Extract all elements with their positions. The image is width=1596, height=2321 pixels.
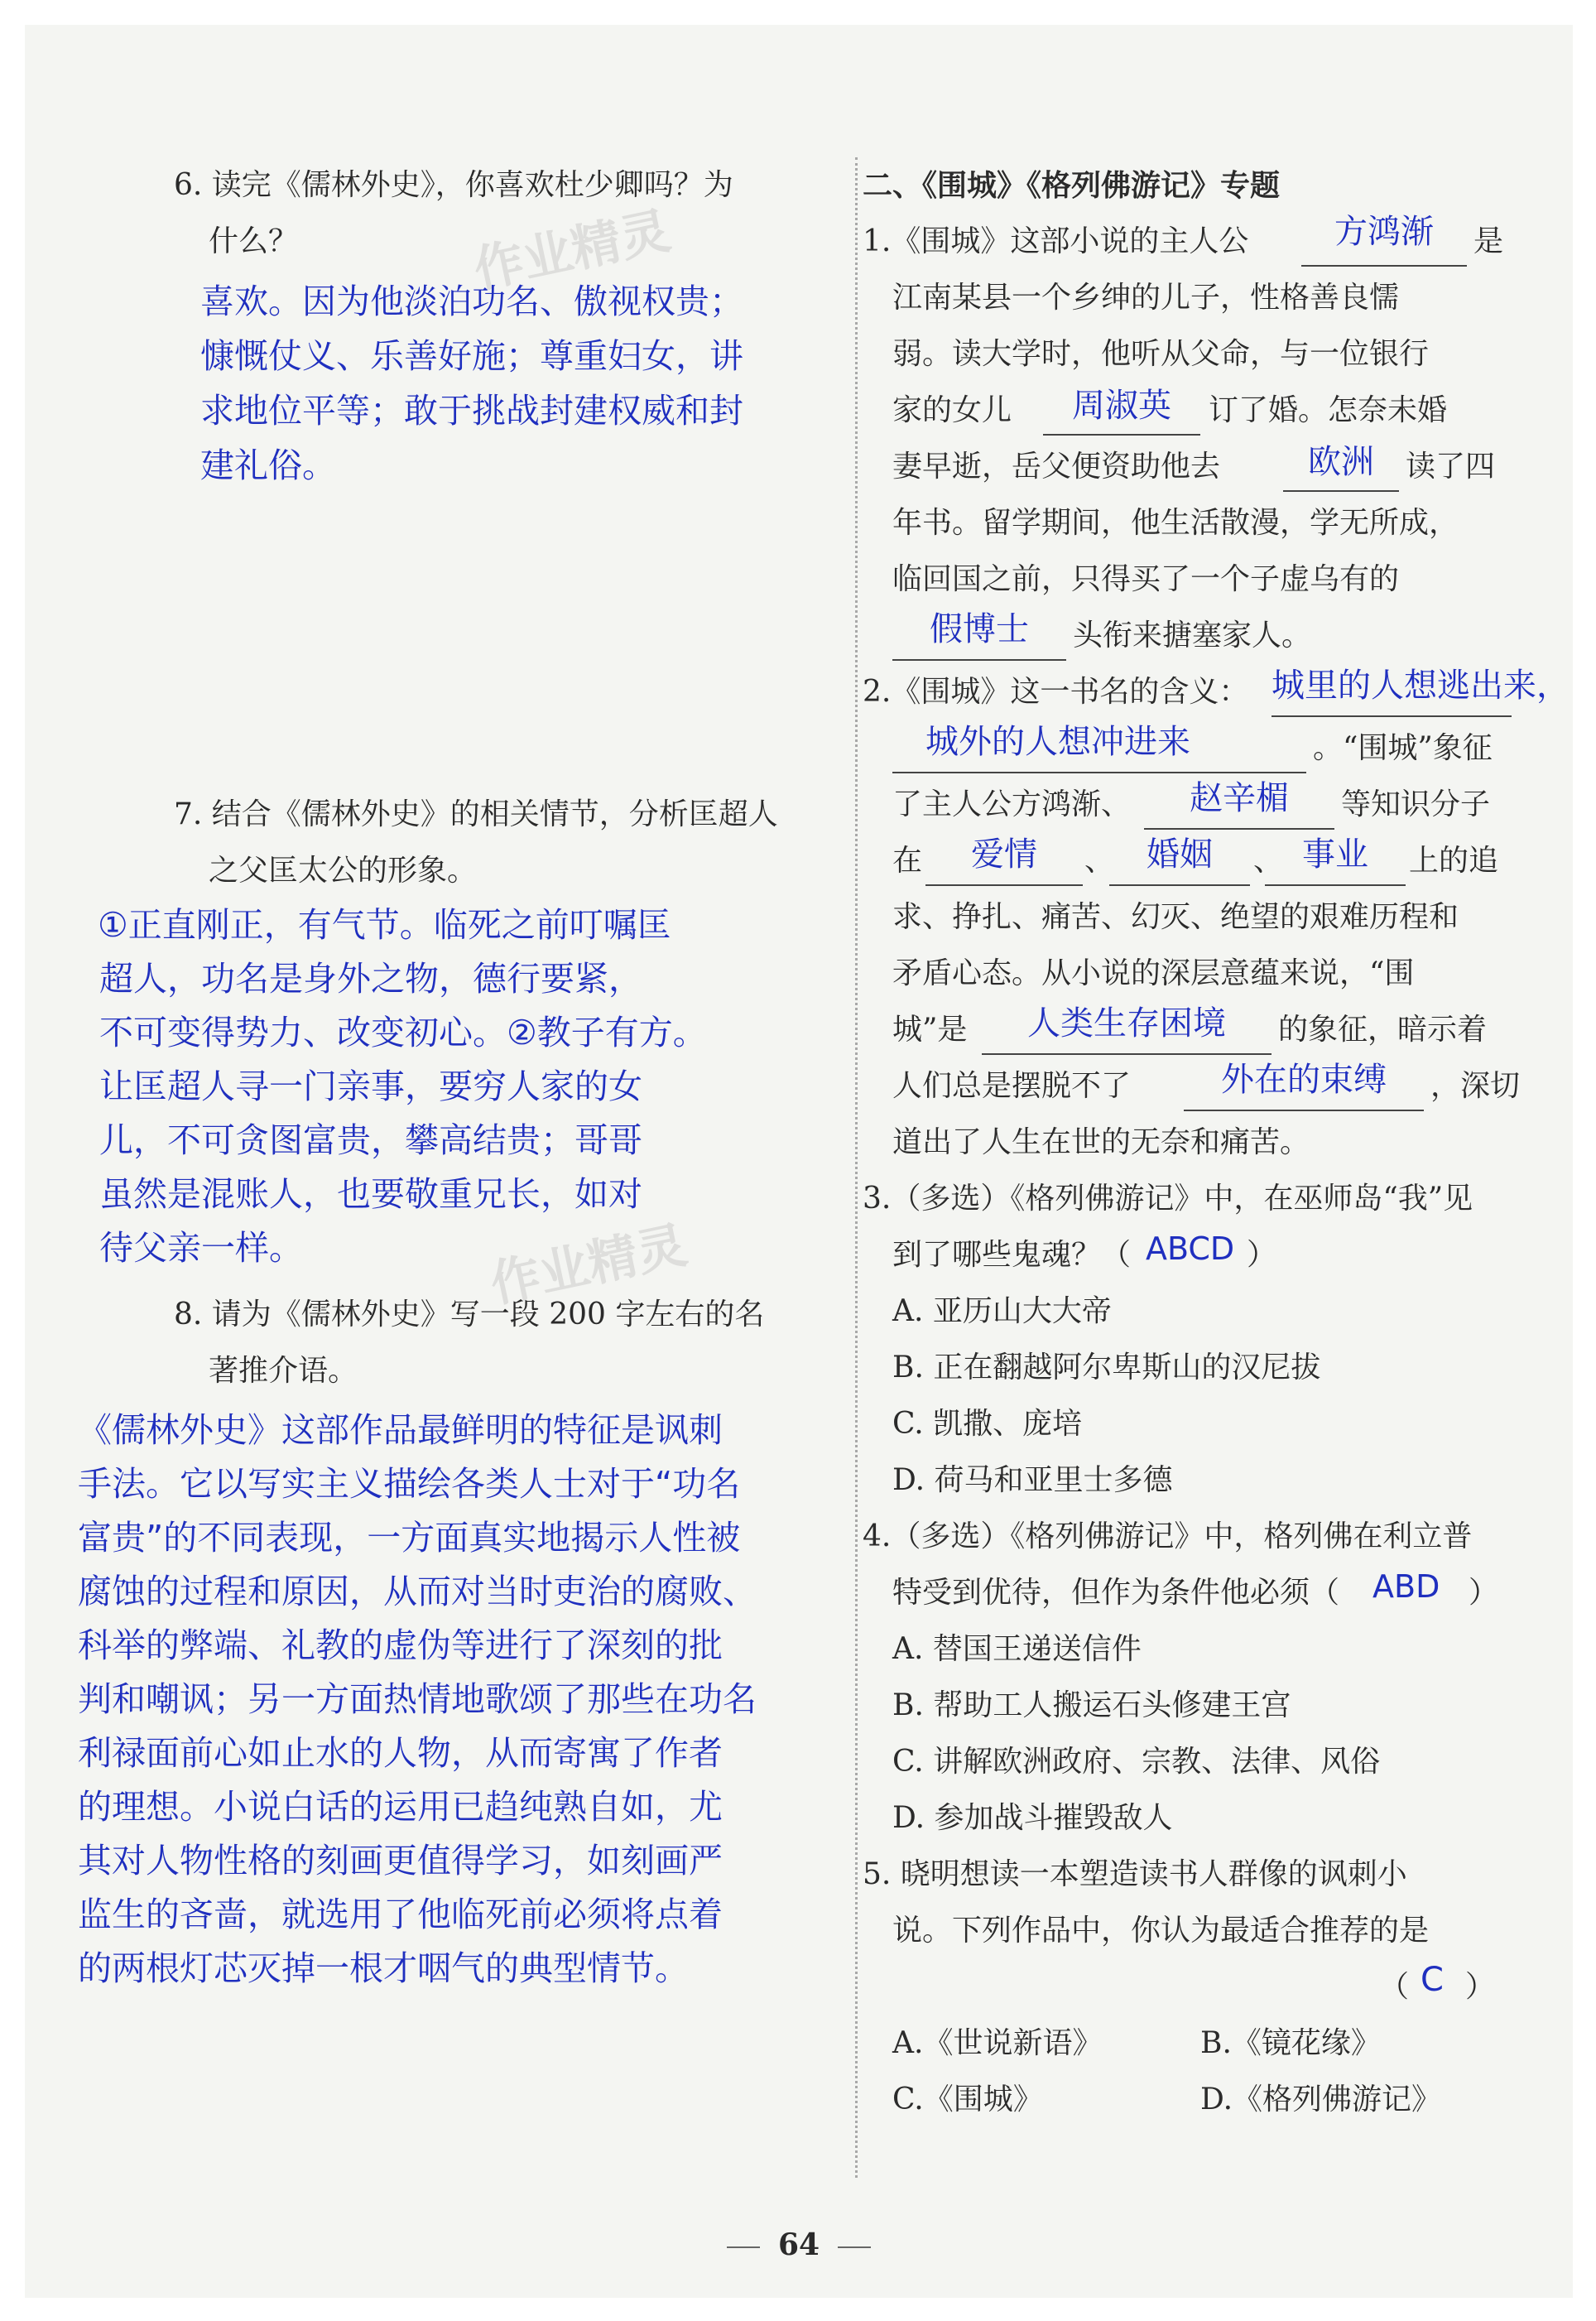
q2-answer-7: 人类生存困境 — [1027, 1004, 1226, 1043]
q1-line8-post: 头衔来搪塞家人。 — [1073, 619, 1312, 652]
q5-option-a: A.《世说新语》 — [892, 2026, 1103, 2060]
q2-answer-5: 婚姻 — [1147, 835, 1213, 874]
q5-option-b: B.《镜花缘》 — [1200, 2026, 1381, 2060]
q1-line4-pre: 家的女儿 — [892, 393, 1012, 427]
q8-answer-line: 其对人物性格的刻画更值得学习，如刻画严 — [78, 1841, 723, 1880]
q3-line1: 3.（多选）《格列佛游记》中，在巫师岛“我”见 — [863, 1182, 1473, 1216]
q7-line1: 7. 结合《儒林外史》的相关情节，分析匡超人 — [174, 797, 778, 831]
q5-line2: 说。下列作品中，你认为最适合推荐的是 — [892, 1914, 1430, 1948]
q8-answer-line: 《儒林外史》这部作品最鲜明的特征是讽刺 — [78, 1410, 723, 1450]
q8-answer-line: 判和嘲讽；另一方面热情地歌颂了那些在功名 — [78, 1679, 757, 1719]
q6-answer-line: 喜欢。因为他淡泊功名、傲视权贵； — [200, 282, 743, 321]
q5-option-d: D.《格列佛游记》 — [1200, 2083, 1442, 2116]
q3-line2-pre: 到了哪些鬼魂？（ — [892, 1238, 1132, 1272]
q3-option: D. 荷马和亚里士多德 — [892, 1463, 1173, 1497]
q2-answer-6: 事业 — [1302, 835, 1368, 874]
q2-line4-pre: 在 — [892, 844, 923, 878]
q2-blank-7 — [1184, 1110, 1424, 1111]
q1-line5-post: 读了四 — [1406, 450, 1496, 484]
q2-blank-1 — [1272, 715, 1512, 717]
q8-answer-line: 手法。它以写实主义描绘各类人士对于“功名 — [78, 1464, 741, 1504]
q2-line1-pre: 2.《围城》这一书名的含义： — [863, 675, 1249, 709]
q1-line4-post: 订了婚。怎奈未婚 — [1209, 393, 1448, 427]
q5-line1: 5. 晓明想读一本塑造读书人群像的讽刺小 — [863, 1857, 1407, 1891]
q6-line1: 6. 读完《儒林外史》，你喜欢杜少卿吗？为 — [174, 168, 733, 202]
q7-answer-line: 让匡超人寻一门亲事，要穷人家的女 — [99, 1067, 642, 1106]
q4-answer: ABD — [1372, 1568, 1440, 1605]
q1-blank-1 — [1301, 265, 1467, 267]
q5-paren-close: ） — [1465, 1970, 1496, 2004]
q2-blank-4 — [1109, 884, 1250, 886]
q1-line2: 江南某县一个乡绅的儿子，性格善良懦 — [892, 281, 1400, 315]
q4-option: A. 替国王递送信件 — [892, 1632, 1142, 1666]
q1-line5-pre: 妻早逝，岳父便资助他去 — [892, 450, 1221, 484]
q6-answer-line: 求地位平等；敢于挑战封建权威和封 — [200, 391, 743, 431]
q1-line3: 弱。读大学时，他听从父命，与一位银行 — [892, 337, 1430, 371]
q2-blank-3 — [925, 884, 1083, 886]
q1-line6: 年书。留学期间，他生活散漫，学无所成， — [892, 506, 1459, 540]
q8-answer-line: 的两根灯芯灭掉一根才咽气的典型情节。 — [78, 1948, 689, 1988]
q2-line2-post: 。“围城”象征 — [1313, 731, 1493, 765]
q8-answer-line: 科举的弊端、礼教的虚伪等进行了深刻的批 — [78, 1625, 723, 1665]
q4-option: C. 讲解欧洲政府、宗教、法律、风俗 — [892, 1745, 1381, 1779]
q2-answer-3: 赵辛楣 — [1190, 779, 1289, 817]
q6-answer-line: 建礼俗。 — [200, 445, 336, 485]
q2-line7-pre: 城”是 — [892, 1013, 968, 1047]
column-divider — [855, 157, 858, 2178]
q4-line1: 4.（多选）《格列佛游记》中，格列佛在利立普 — [863, 1519, 1473, 1553]
q1-blank-3 — [1283, 490, 1399, 492]
q2-answer-8: 外在的束缚 — [1221, 1061, 1387, 1099]
q2-line3-post: 等知识分子 — [1341, 787, 1491, 821]
q2-line4-sep2: 、 — [1253, 844, 1284, 878]
q3-answer: ABCD — [1146, 1230, 1235, 1267]
q2-answer-4: 爱情 — [971, 835, 1037, 874]
section-title: 二、《围城》《格列佛游记》专题 — [863, 168, 1281, 203]
q8-line1: 8. 请为《儒林外史》写一段 200 字左右的名 — [174, 1298, 765, 1331]
q1-answer-1: 方鸿渐 — [1334, 213, 1434, 251]
q2-line5: 求、挣扎、痛苦、幻灭、绝望的艰难历程和 — [892, 900, 1459, 934]
q1-answer-2: 周淑英 — [1072, 387, 1171, 425]
q8-line2: 著推介语。 — [209, 1354, 358, 1388]
q2-line4-post: 上的追 — [1409, 844, 1499, 878]
footer-dash-left — [727, 2246, 760, 2248]
q2-line6: 矛盾心态。从小说的深层意蕴来说，“围 — [892, 956, 1415, 990]
q7-answer-line: 虽然是混账人，也要敬重兄长，如对 — [99, 1174, 642, 1214]
q7-answer-line: 超人，功名是身外之物，德行要紧， — [99, 959, 642, 999]
q4-line2-pre: 特受到优待，但作为条件他必须（ — [892, 1576, 1340, 1610]
q2-answer-1: 城里的人想逃出来， — [1272, 667, 1570, 705]
q4-line2-post: ） — [1469, 1576, 1499, 1610]
page-footer — [25, 2227, 1573, 2262]
q3-option: B. 正在翻越阿尔卑斯山的汉尼拔 — [892, 1351, 1321, 1384]
q5-answer: C — [1421, 1961, 1444, 1999]
worksheet-page — [25, 25, 1573, 2298]
q8-answer-line: 利禄面前心如止水的人物，从而寄寓了作者 — [78, 1733, 723, 1773]
q5-option-c: C.《围城》 — [892, 2083, 1043, 2116]
q4-option: B. 帮助工人搬运石头修建王宫 — [892, 1688, 1291, 1722]
q7-line2: 之父匡太公的形象。 — [209, 854, 478, 888]
q3-option: C. 凯撒、庞培 — [892, 1407, 1083, 1441]
q8-answer-line: 监生的吝啬，就选用了他临死前必须将点着 — [78, 1895, 723, 1934]
q7-answer-line: 不可变得势力、改变初心。②教子有方。 — [99, 1013, 707, 1052]
q2-line3-pre: 了主人公方鸿渐、 — [892, 787, 1132, 821]
q1-answer-4: 假博士 — [930, 610, 1029, 648]
q2-line9: 道出了人生在世的无奈和痛苦。 — [892, 1125, 1310, 1159]
page-number: 64 — [777, 2227, 820, 2262]
q3-option: A. 亚历山大大帝 — [892, 1294, 1112, 1328]
q1-blank-2 — [1043, 434, 1200, 436]
q7-answer-line: 待父亲一样。 — [99, 1228, 303, 1268]
q5-paren-open: （ — [1379, 1970, 1410, 2004]
watermark: 作业精灵 — [485, 1216, 692, 1315]
q6-line2: 什么？ — [209, 224, 299, 258]
q8-answer-line: 的理想。小说白话的运用已趋纯熟自如，尤 — [78, 1787, 723, 1827]
q1-line1-post: 是 — [1473, 224, 1504, 258]
q7-answer-line: 儿，不可贪图富贵，攀高结贵；哥哥 — [99, 1120, 642, 1160]
watermark: 作业精灵 — [469, 201, 675, 301]
q2-line8-pre: 人们总是摆脱不了 — [892, 1069, 1132, 1103]
q1-answer-3: 欧洲 — [1308, 443, 1374, 481]
q2-line4-sep1: 、 — [1084, 844, 1115, 878]
q4-option: D. 参加战斗摧毁敌人 — [892, 1801, 1173, 1835]
q1-blank-4 — [892, 659, 1066, 661]
q2-line7-post: 的象征，暗示着 — [1278, 1013, 1488, 1047]
q8-answer-line: 富贵”的不同表现，一方面真实地揭示人性被 — [78, 1518, 741, 1558]
footer-dash-right — [838, 2246, 871, 2248]
q6-answer-line: 慷慨仗义、乐善好施；尊重妇女，讲 — [200, 336, 743, 376]
q8-answer-line: 腐蚀的过程和原因，从而对当时吏治的腐败、 — [78, 1572, 757, 1611]
q2-blank-5 — [1265, 884, 1406, 886]
q2-line8-post: ，深切 — [1430, 1069, 1521, 1103]
q2-answer-2: 城外的人想冲进来 — [925, 723, 1190, 761]
q1-line7: 临回国之前，只得买了一个子虚乌有的 — [892, 562, 1400, 596]
q3-line2-post: ） — [1247, 1238, 1277, 1272]
q7-answer-line: ①正直刚正，有气节。临死之前叮嘱匡 — [98, 905, 671, 945]
q1-line1-pre: 1.《围城》这部小说的主人公 — [863, 224, 1249, 258]
